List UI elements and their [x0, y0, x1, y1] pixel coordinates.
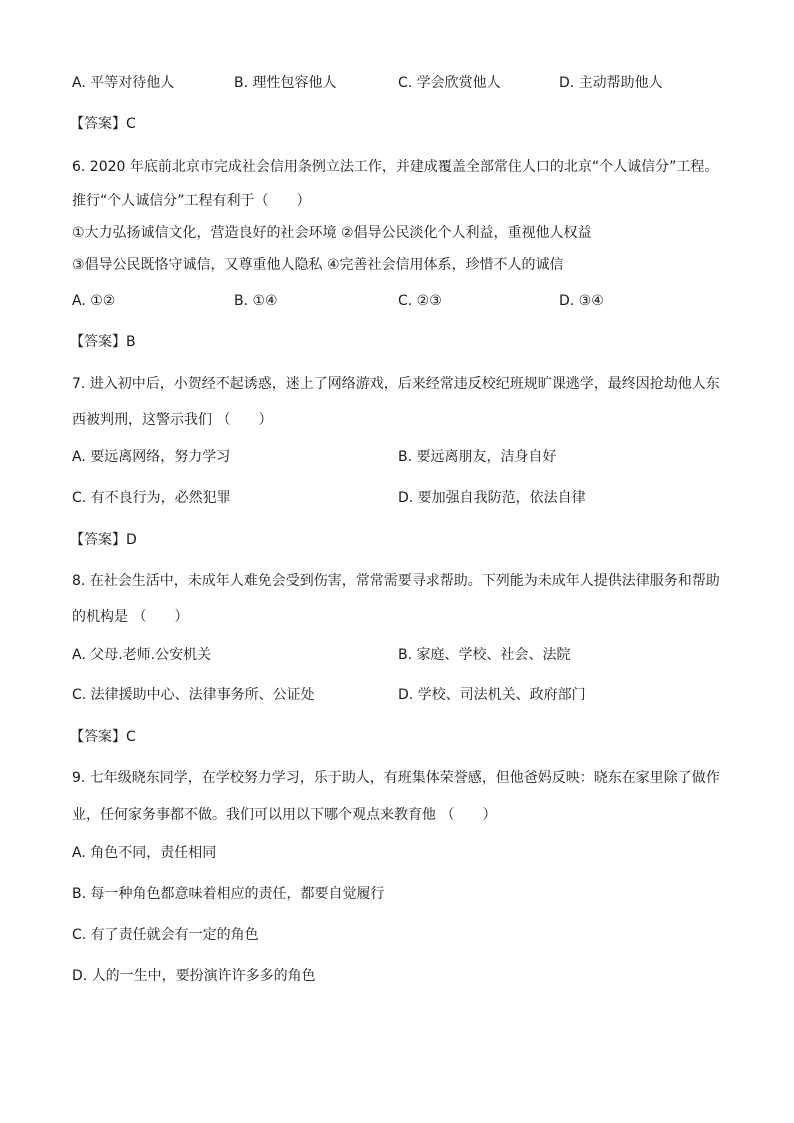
- q6-option-a: A. ①②: [72, 293, 116, 309]
- q8-option-b: B. 家庭、学校、社会、法院: [398, 647, 571, 663]
- answer-label: 【答案】: [70, 532, 126, 548]
- q9-stem-line-2: 业，任何家务事都不做。我们可以用以下哪个观点来教育他 （ ）: [72, 807, 497, 823]
- q8-answer: [70, 727, 136, 747]
- q5-option-c: C. 学会欣赏他人: [398, 75, 501, 91]
- answer-label: 【答案】: [70, 729, 126, 745]
- q5-option-b: B. 理性包容他人: [234, 75, 337, 91]
- q5-option-a: A. 平等对待他人: [72, 75, 175, 91]
- answer-label: 【答案】: [70, 116, 126, 132]
- answer-value: C: [126, 729, 136, 745]
- q7-stem-line-1: 7. 进入初中后，小贺经不起诱惑，迷上了网络游戏，后来经常违反校纪班规旷课逃学，最终因抢劫他人东: [72, 376, 720, 392]
- q6-answer: [70, 332, 136, 352]
- q8-option-a: A. 父母.老师.公安机关: [72, 647, 212, 663]
- answer-value: D: [126, 532, 137, 548]
- answer-value: B: [126, 334, 136, 350]
- q6-option-b: B. ①④: [234, 293, 278, 309]
- q8-stem-line-1: 8. 在社会生活中，未成年人难免会受到伤害，常常需要寻求帮助。下列能为未成年人提供法律服务和帮助: [72, 573, 720, 589]
- q6-stem-line-1: 6. 2020 年底前北京市完成社会信用条例立法工作，并建成覆盖全部常住人口的北京“个人诚信分”工程。: [72, 159, 719, 175]
- answer-value: C: [126, 116, 136, 132]
- q7-option-d: D. 要加强自我防范，依法自律: [398, 490, 586, 506]
- q5-answer: [70, 114, 136, 134]
- q7-stem-line-2: 西被判刑，这警示我们 （ ）: [72, 412, 273, 428]
- q6-statement-line-1: ①大力弘扬诚信文化，营造良好的社会环境 ②倡导公民淡化个人利益，重视他人权益: [72, 225, 592, 241]
- q8-option-c: C. 法律援助中心、法律事务所、公证处: [72, 687, 315, 703]
- q9-stem-line-1: 9. 七年级晓东同学，在学校努力学习，乐于助人，有班集体荣誉感，但他爸妈反映：晓东在家里除了做作: [72, 770, 720, 786]
- q6-option-c: C. ②③: [398, 293, 442, 309]
- q5-option-d: D. 主动帮助他人: [559, 75, 663, 91]
- q6-stem-line-2: 推行“个人诚信分”工程有利于（ ）: [72, 193, 311, 209]
- q9-option-b: B. 每一种角色都意味着相应的责任，都要自觉履行: [72, 886, 385, 902]
- q7-option-b: B. 要远离朋友，洁身自好: [398, 449, 557, 465]
- q9-option-a: A. 角色不同，责任相同: [72, 845, 217, 861]
- q6-option-d: D. ③④: [559, 293, 604, 309]
- answer-label: 【答案】: [70, 334, 126, 350]
- q7-option-c: C. 有不良行为，必然犯罪: [72, 490, 231, 506]
- q6-statement-line-2: ③倡导公民既恪守诚信，又尊重他人隐私 ④完善社会信用体系，珍惜不人的诚信: [72, 257, 564, 273]
- q8-option-d: D. 学校、司法机关、政府部门: [398, 687, 586, 703]
- q7-answer: [70, 530, 137, 550]
- q8-stem-line-2: 的机构是 （ ）: [72, 609, 189, 625]
- q9-option-d: D. 人的一生中，要扮演许许多多的角色: [72, 968, 316, 984]
- q7-option-a: A. 要远离网络，努力学习: [72, 449, 231, 465]
- q9-option-c: C. 有了责任就会有一定的角色: [72, 927, 259, 943]
